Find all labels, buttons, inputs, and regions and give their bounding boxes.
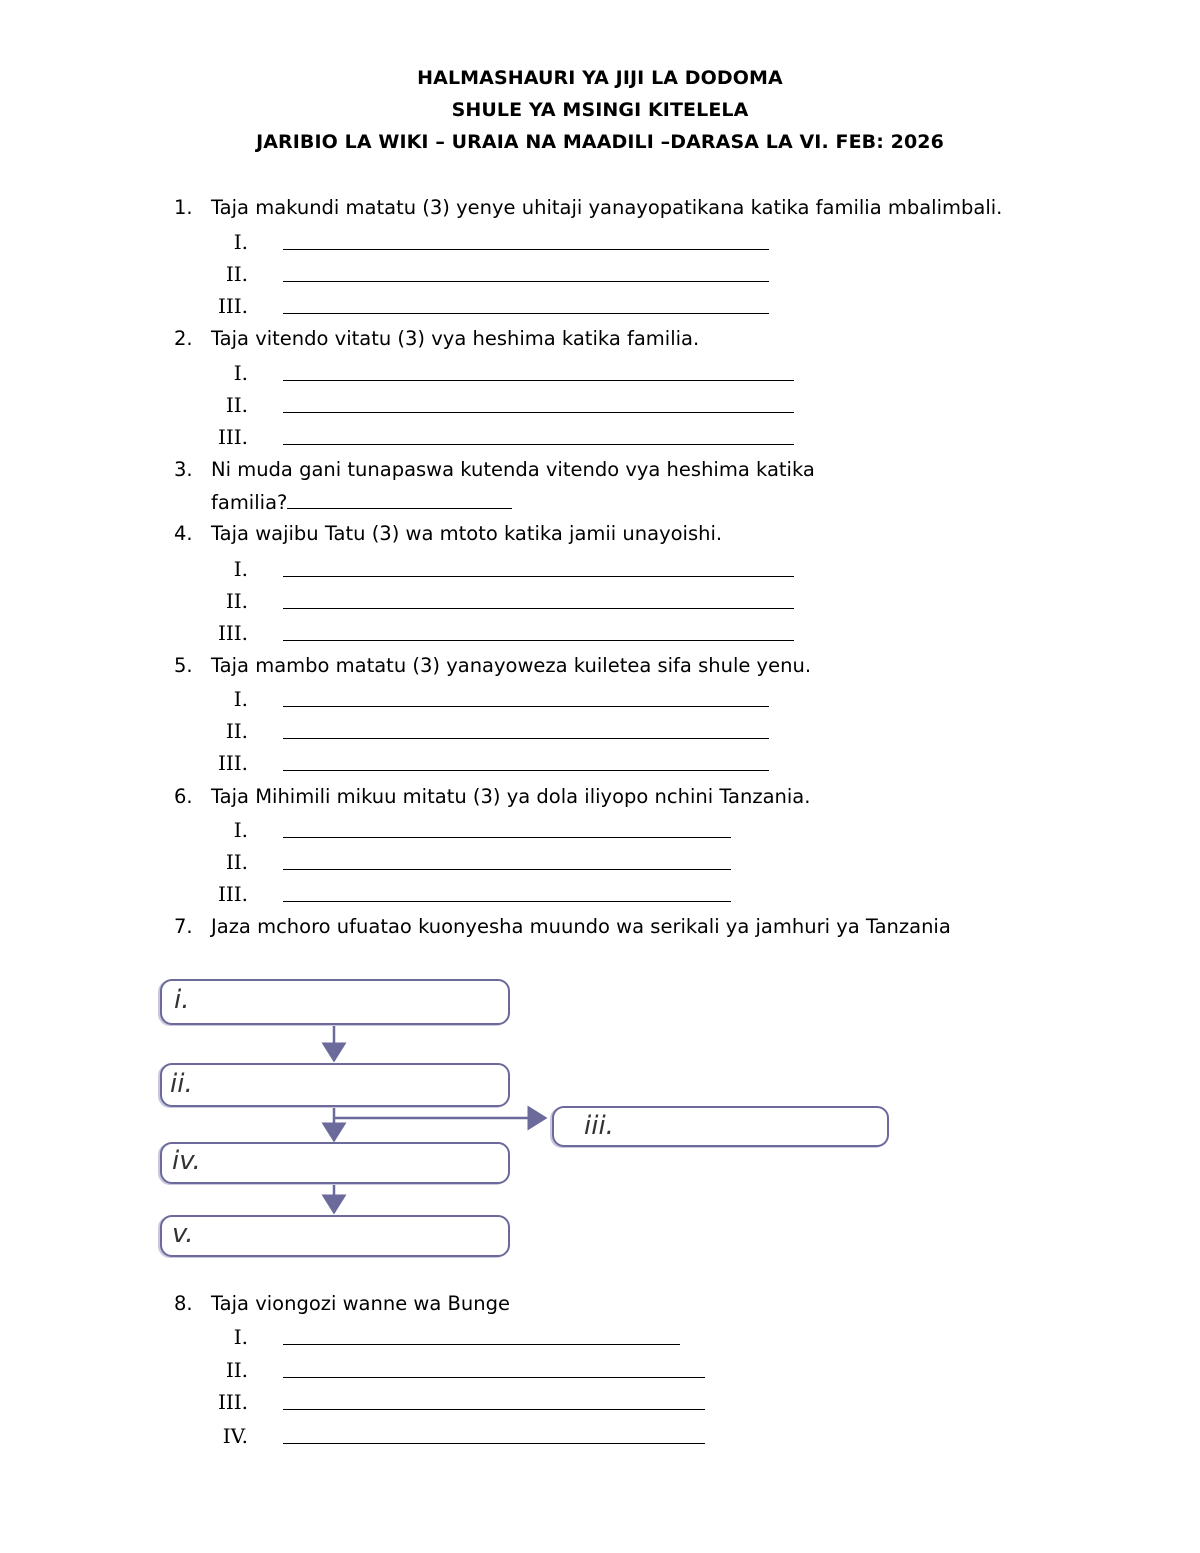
answer-label: III.: [217, 1390, 248, 1414]
answer-label: III.: [217, 425, 248, 449]
answer-label: I.: [233, 557, 248, 581]
diagram-label: i.: [174, 985, 190, 1015]
question-number: 3.: [174, 458, 193, 481]
diagram-box-ii[interactable]: [160, 1063, 510, 1107]
question-8: [174, 1292, 510, 1315]
question-text: Taja mambo matatu (3) yanayoweza kuiletea sifa shule yenu.: [211, 654, 812, 677]
answer-label: III.: [217, 294, 248, 318]
question-text: Taja Mihimili mikuu mitatu (3) ya dola iliyopo nchini Tanzania.: [211, 785, 811, 808]
answer-label: II.: [225, 589, 248, 613]
question-number: 8.: [174, 1292, 193, 1315]
answer-label: I.: [233, 230, 248, 254]
answer-label: I.: [233, 687, 248, 711]
answer-line[interactable]: [283, 1377, 705, 1378]
question-number: 7.: [174, 915, 193, 938]
question-number: 1.: [174, 196, 193, 219]
answer-label: I.: [233, 1325, 248, 1349]
school-name: SHULE YA MSINGI KITELELA: [451, 99, 749, 121]
question-text: Jaza mchoro ufuatao kuonyesha muundo wa serikali ya jamhuri ya Tanzania: [211, 915, 951, 938]
question-text: Taja makundi matatu (3) yenye uhitaji yanayopatikana katika familia mbalimbali.: [211, 196, 1003, 219]
answer-line[interactable]: [283, 1344, 680, 1345]
answer-label: II.: [225, 850, 248, 874]
answer-label: III.: [217, 751, 248, 775]
diagram-box-v[interactable]: [160, 1215, 510, 1257]
question-number: 5.: [174, 654, 193, 677]
question-text: familia?: [211, 491, 288, 514]
diagram-box-iv[interactable]: [160, 1142, 510, 1184]
test-title: JARIBIO LA WIKI – URAIA NA MAADILI –DARASA LA VI. FEB: 2026: [256, 131, 944, 153]
diagram-box-i[interactable]: [160, 979, 510, 1025]
answer-line[interactable]: [283, 1443, 705, 1444]
answer-label: I.: [233, 818, 248, 842]
question-number: 6.: [174, 785, 193, 808]
diagram-label: ii.: [170, 1069, 193, 1099]
question-number: 4.: [174, 522, 193, 545]
answer-label: II.: [225, 262, 248, 286]
question-text: Ni muda gani tunapaswa kutenda vitendo vya heshima katika: [211, 458, 815, 481]
question-number: 2.: [174, 327, 193, 350]
answer-label: III.: [217, 621, 248, 645]
answer-label: II.: [225, 393, 248, 417]
diagram-box-iii[interactable]: [552, 1106, 889, 1147]
diagram-label: v.: [172, 1219, 194, 1249]
answer-label: II.: [225, 719, 248, 743]
diagram-label: iii.: [584, 1111, 614, 1141]
diagram-label: iv.: [172, 1146, 201, 1176]
question-text: Taja viongozi wanne wa Bunge: [211, 1292, 510, 1315]
answer-label: III.: [217, 882, 248, 906]
answer-label: IV.: [222, 1424, 248, 1448]
question-text: Taja vitendo vitatu (3) vya heshima katika familia.: [211, 327, 700, 350]
answer-label: I.: [233, 361, 248, 385]
question-text: Taja wajibu Tatu (3) wa mtoto katika jamii unayoishi.: [211, 522, 723, 545]
answer-label: II.: [225, 1358, 248, 1382]
answer-line[interactable]: [283, 1409, 705, 1410]
school-council-title: HALMASHAURI YA JIJI LA DODOMA: [417, 67, 783, 89]
